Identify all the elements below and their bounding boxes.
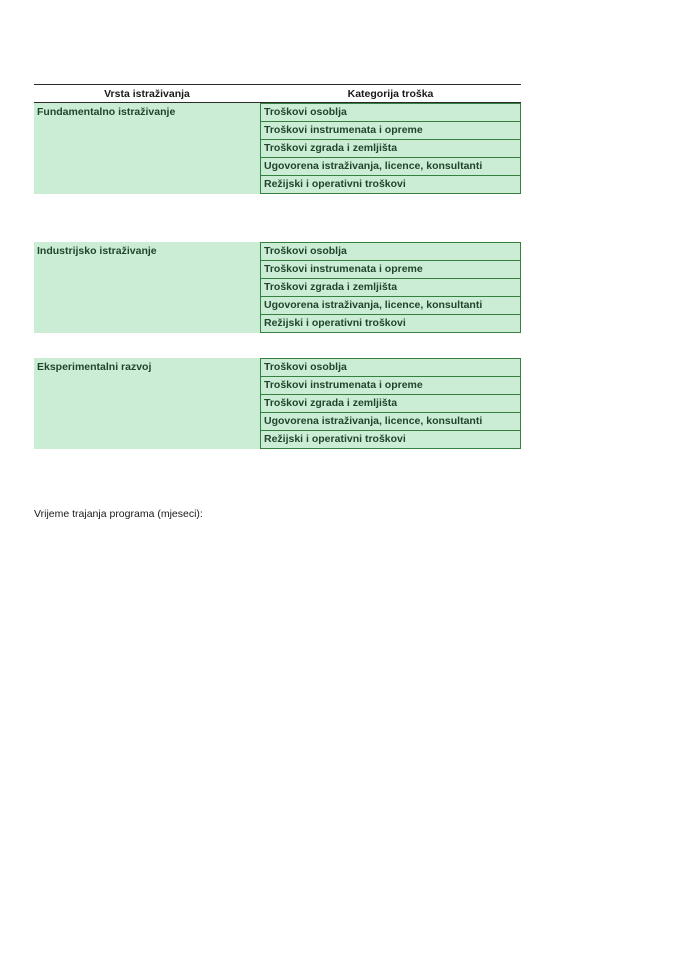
table-row[interactable]: Troškovi instrumenata i opreme (260, 376, 521, 395)
header-cost-category: Kategorija troška (347, 87, 434, 100)
block-items (260, 358, 521, 449)
header-research-type: Vrsta istraživanja (104, 87, 190, 100)
table-row[interactable]: Troškovi osoblja (260, 358, 521, 377)
table-row[interactable]: Režijski i operativni troškovi (260, 314, 521, 333)
research-cost-table (34, 84, 521, 449)
block-spacer (34, 194, 521, 242)
block-spacer (34, 333, 521, 358)
table-row[interactable]: Troškovi osoblja (260, 103, 521, 122)
block-items (260, 103, 521, 194)
table-row[interactable]: Troškovi osoblja (260, 242, 521, 261)
program-duration-label: Vrijeme trajanja programa (mjeseci): (34, 508, 203, 520)
table-row[interactable]: Troškovi zgrada i zemljišta (260, 278, 521, 297)
table-block-industrial (34, 242, 521, 333)
table-row[interactable]: Troškovi instrumenata i opreme (260, 121, 521, 140)
table-row[interactable]: Troškovi zgrada i zemljišta (260, 139, 521, 158)
block-items (260, 242, 521, 333)
table-row[interactable]: Režijski i operativni troškovi (260, 430, 521, 449)
block-label: Eksperimentalni razvoj (34, 358, 260, 449)
table-row[interactable]: Troškovi zgrada i zemljišta (260, 394, 521, 413)
table-row[interactable]: Ugovorena istraživanja, licence, konsultanti (260, 296, 521, 315)
table-row[interactable]: Troškovi instrumenata i opreme (260, 260, 521, 279)
table-header-row (34, 84, 521, 103)
table-block-fundamental (34, 103, 521, 194)
block-label: Fundamentalno istraživanje (34, 103, 260, 194)
table-row[interactable]: Režijski i operativni troškovi (260, 175, 521, 194)
block-label: Industrijsko istraživanje (34, 242, 260, 333)
table-row[interactable]: Ugovorena istraživanja, licence, konsultanti (260, 412, 521, 431)
table-row[interactable]: Ugovorena istraživanja, licence, konsultanti (260, 157, 521, 176)
table-block-experimental (34, 358, 521, 449)
